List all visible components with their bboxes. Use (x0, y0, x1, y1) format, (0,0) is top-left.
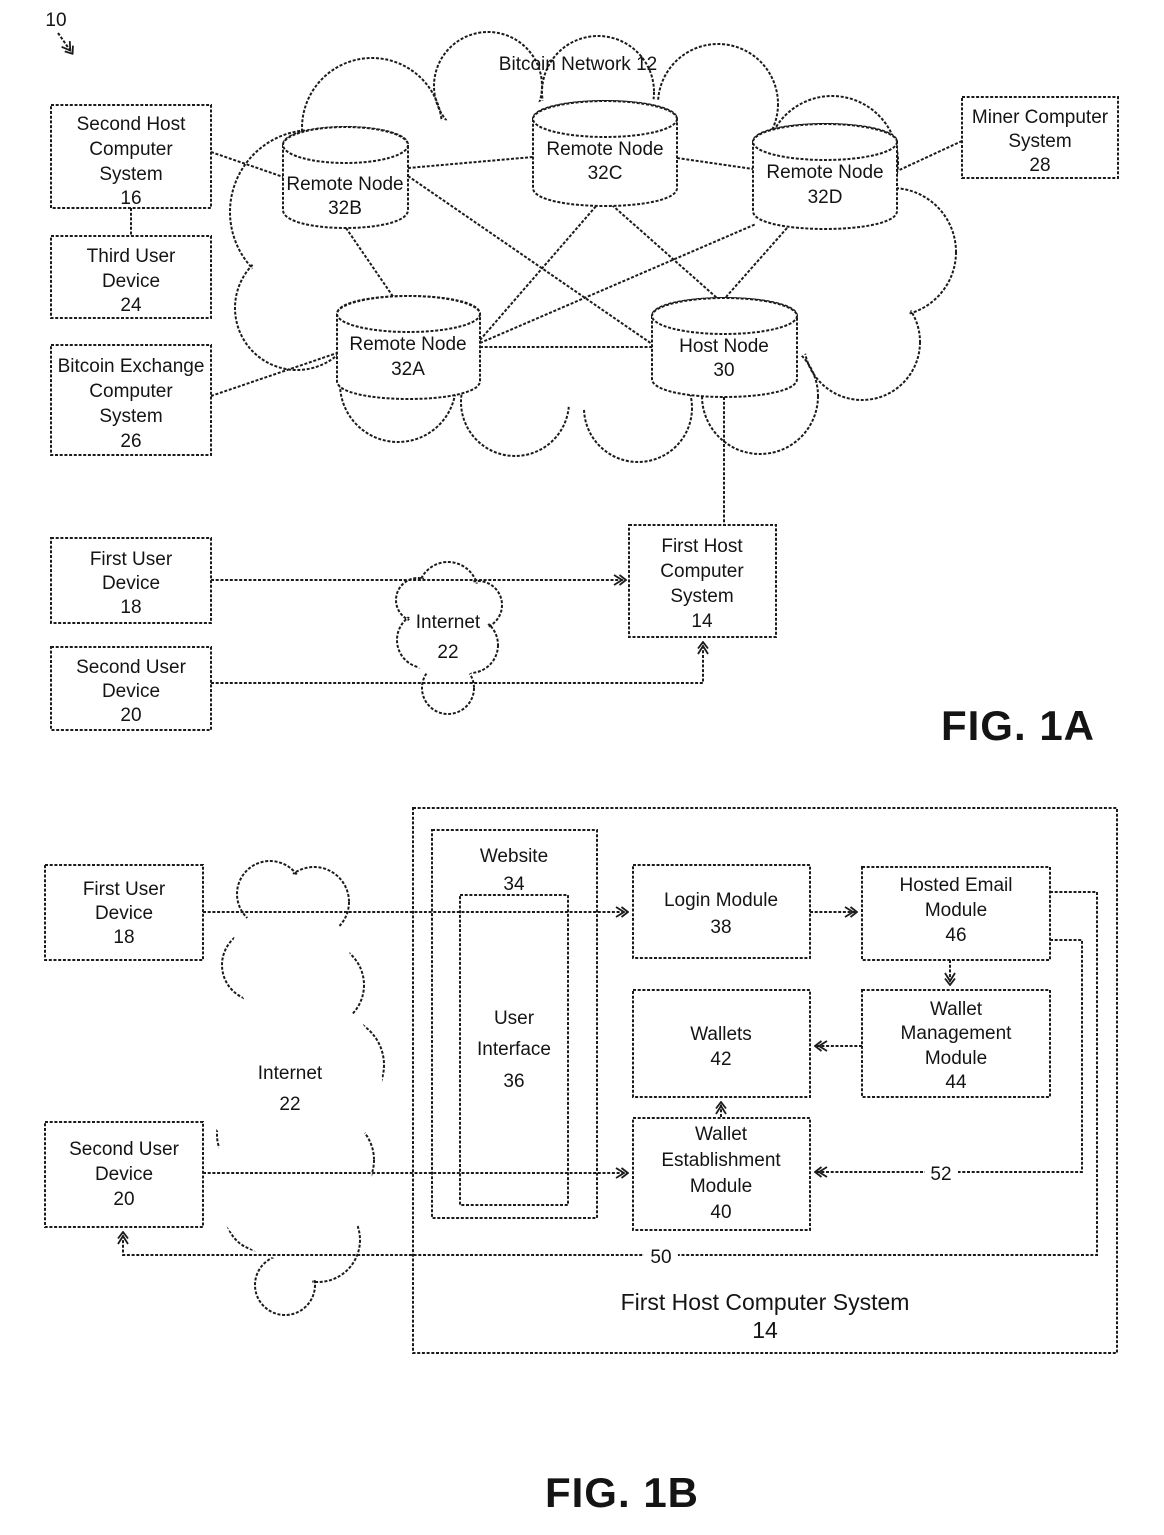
edge-28-32d (895, 141, 962, 172)
box-second-user-20b (45, 1122, 203, 1227)
box-line: Computer (89, 381, 173, 402)
internet-cloud-1a (396, 562, 502, 714)
bitcoin-network-label: Bitcoin Network 12 (498, 54, 658, 75)
box-first-host-14 (629, 525, 776, 637)
box-line: User (493, 1008, 535, 1029)
box-second-host-16 (51, 105, 211, 209)
node-number: 30 (713, 360, 735, 381)
box-first-user-18b (45, 865, 203, 960)
box-line: First User (82, 879, 166, 900)
node-host-30 (652, 298, 797, 397)
internet-number-1b: 22 (279, 1094, 301, 1115)
box-line: Device (101, 271, 161, 292)
box-line: 38 (710, 917, 732, 938)
node-label: Remote Node (349, 334, 467, 355)
box-line: First User (89, 549, 173, 570)
box-wallet-establishment-40 (633, 1118, 810, 1230)
internet-number-1a: 22 (437, 642, 459, 663)
box-first-user-18 (51, 538, 211, 623)
box-third-user-24 (51, 236, 211, 318)
box-line: Login Module (663, 890, 779, 911)
box-wallets-42 (633, 990, 810, 1097)
box-line: 14 (752, 1317, 778, 1343)
box-line: Device (101, 681, 161, 702)
box-second-user-20 (51, 647, 211, 730)
node-number: 32C (587, 163, 623, 184)
box-line: 18 (113, 927, 135, 948)
node-remote-32c (533, 101, 677, 206)
box-line: Wallets (690, 1024, 752, 1045)
fig-1a (45, 10, 1118, 749)
box-line: Wallet (694, 1124, 748, 1145)
node-remote-32a (337, 296, 480, 399)
box-line: Second User (69, 1139, 179, 1160)
box-line: 18 (120, 597, 142, 618)
box-line: Establishment (661, 1150, 781, 1171)
node-label: Host Node (679, 336, 769, 357)
box-user-interface-36 (460, 895, 568, 1205)
node-label: Remote Node (546, 139, 664, 160)
box-line: Module (924, 1048, 988, 1069)
box-line: 20 (120, 705, 142, 726)
box-line: Third User (86, 246, 176, 267)
node-number: 32D (807, 187, 843, 208)
box-line: Hosted Email (899, 875, 1013, 896)
box-line: 44 (945, 1072, 967, 1093)
box-hosted-email-46 (862, 867, 1050, 960)
internet-cloud-1b (202, 861, 384, 1315)
box-wallet-management-44 (862, 990, 1050, 1097)
box-line: Device (101, 573, 161, 594)
box-line: Device (94, 903, 154, 924)
box-line: Management (900, 1023, 1012, 1044)
box-line: 34 (503, 874, 525, 895)
box-line: 46 (945, 925, 967, 946)
box-line: System (99, 164, 163, 185)
box-line: 36 (503, 1071, 525, 1092)
box-line: Module (924, 900, 988, 921)
box-line: 28 (1029, 155, 1051, 176)
internet-label-1a: Internet (415, 612, 481, 633)
node-number: 32B (328, 198, 362, 219)
box-line: 26 (120, 431, 142, 452)
box-line: Second Host (76, 114, 186, 135)
fig-1a-title: FIG. 1A (940, 702, 1096, 749)
node-number: 32A (391, 359, 425, 380)
node-remote-32d (753, 124, 897, 229)
bitcoin-network-cloud (230, 32, 956, 462)
box-line: Interface (477, 1039, 551, 1060)
node-label: Remote Node (766, 162, 884, 183)
box-line: Second User (76, 657, 186, 678)
box-line: Website (479, 846, 549, 867)
box-line: 14 (691, 611, 713, 632)
ref-10-label: 10 (45, 10, 67, 31)
box-line: Computer (89, 139, 173, 160)
box-line: System (99, 406, 163, 427)
ref-52-label: 52 (930, 1164, 952, 1185)
box-line: Wallet (929, 999, 983, 1020)
node-label: Remote Node (286, 174, 404, 195)
box-line: System (670, 586, 734, 607)
box-line: 24 (120, 295, 142, 316)
box-line: System (1008, 131, 1072, 152)
box-line: Miner Computer (971, 107, 1109, 128)
internet-label-1b: Internet (257, 1063, 323, 1084)
box-bitcoin-exchange-26 (51, 345, 211, 455)
box-line: Computer (660, 561, 744, 582)
ref-10-arrow (58, 33, 72, 53)
node-remote-32b (283, 127, 408, 228)
box-line: 40 (710, 1202, 732, 1223)
box-line: Device (94, 1164, 154, 1185)
box-line: Module (689, 1176, 753, 1197)
box-line: First Host Computer System (620, 1289, 910, 1315)
box-line: 20 (113, 1189, 135, 1210)
fig-1b (45, 808, 1117, 1516)
box-line: 16 (120, 188, 142, 209)
box-miner-28 (962, 97, 1118, 178)
fig-1b-title: FIG. 1B (544, 1469, 700, 1516)
box-line: Bitcoin Exchange (57, 356, 205, 377)
ref-50-label: 50 (650, 1247, 672, 1268)
box-line: 42 (710, 1049, 732, 1070)
box-line: First Host (661, 536, 743, 557)
box-login-38 (633, 865, 810, 958)
